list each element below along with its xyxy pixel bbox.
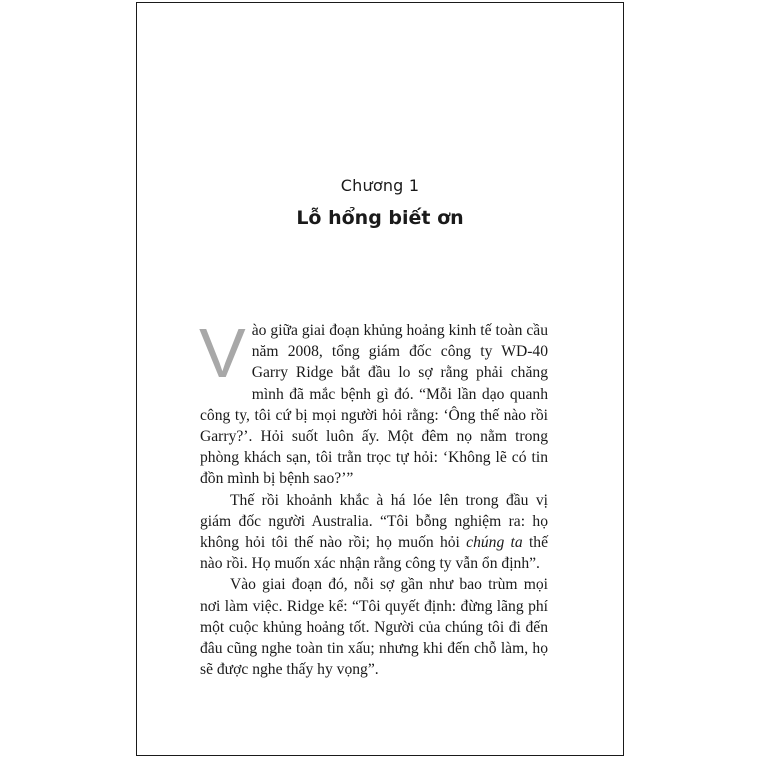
paragraph-2-text-before: Thế rồi khoảnh khắc à há lóe lên trong đầu vị giám đốc người Australia. “Tôi bỗng nghiệm ra: họ không hỏi tôi thế nào rồi; họ muốn hỏi	[200, 491, 548, 552]
paragraph-3	[200, 574, 548, 680]
paragraph-1	[199, 314, 548, 490]
paragraph-2-text-after: thế nào rồi. Họ muốn xác nhận rằng công ty vẫn ổn định”.	[200, 534, 549, 573]
drop-cap: V	[199, 314, 246, 392]
paragraph-1-text: ào giữa giai đoạn khủng hoảng kinh tế toàn cầu năm 2008, tổng giám đốc công ty WD-40 Garry Ridge bắt đầu lo sợ rằng phải chăng mình đã mắc bệnh gì đó. “Mỗi lần dạo quanh công ty, tôi cứ bị mọi người hỏi rằng: ‘Ông thế nào rồi Garry?’. Hỏi suốt luôn ấy. Một đêm nọ nằm trong phòng khách sạn, tôi trằn trọc tự hỏi: ‘Không lẽ có tin đồn mình bị bệnh sao?’”	[200, 322, 548, 488]
paragraph-2	[200, 490, 548, 575]
chapter-label: Chương 1	[340, 176, 420, 195]
book-page	[136, 2, 624, 756]
chapter-body	[199, 314, 549, 680]
paragraph-2-emphasis: chúng ta	[466, 534, 523, 552]
paragraph-3-text: Vào giai đoạn đó, nỗi sợ gần như bao trùm mọi nơi làm việc. Ridge kể: “Tôi quyết định: đừng lãng phí một cuộc khủng hoảng tốt. Người của chúng tôi đi đến đâu cũng nghe toàn tin xấu; nhưng khi đến chỗ làm, họ sẽ được nghe thấy hy vọng”.	[200, 576, 548, 679]
chapter-title: Lỗ hổng biết ơn	[296, 207, 464, 229]
